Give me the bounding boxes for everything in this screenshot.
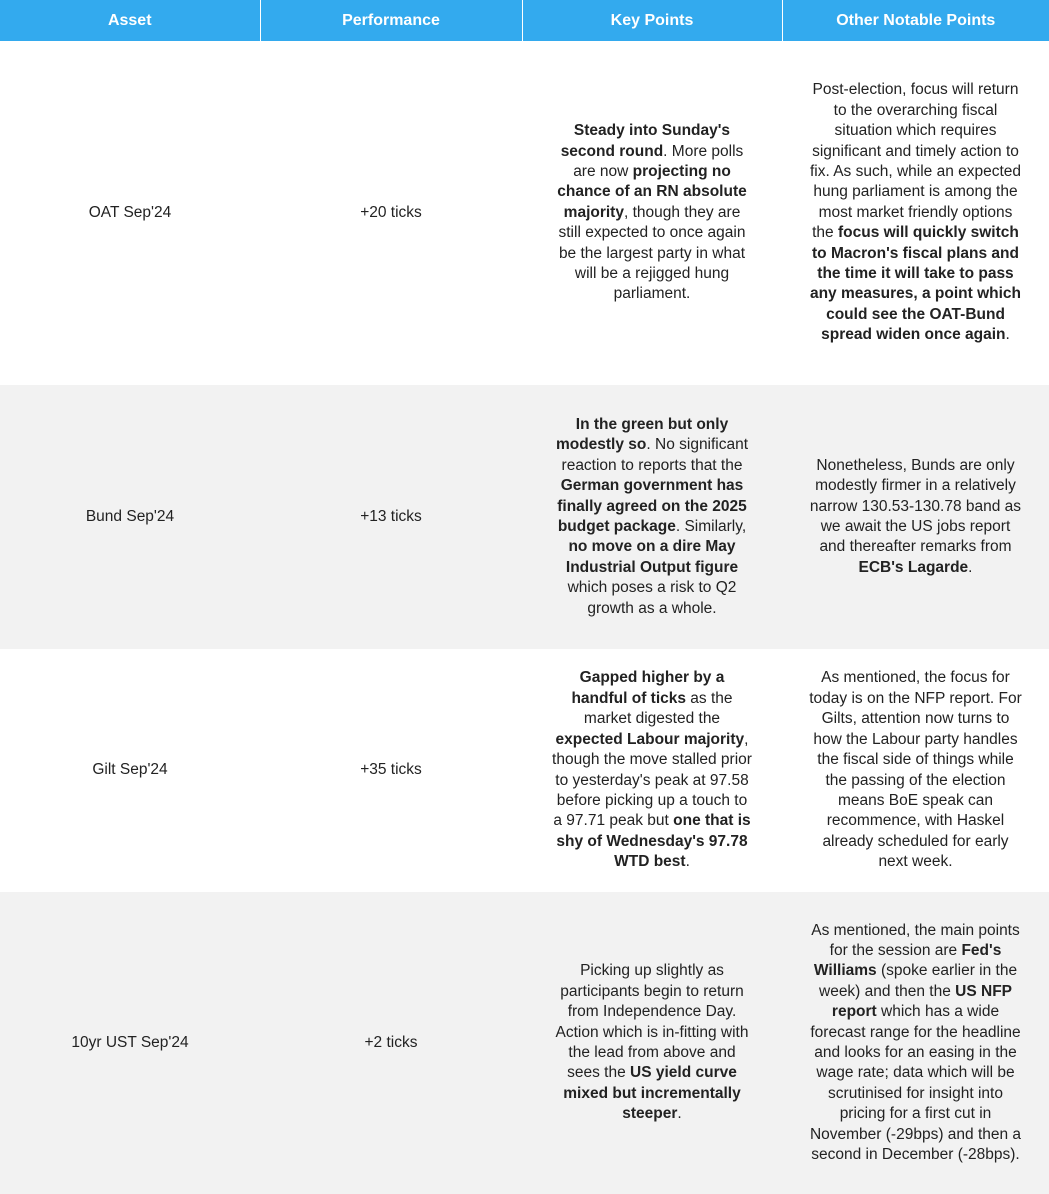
other-points-cell [782,892,1049,1194]
key-points-cell [522,892,782,1194]
table-row [0,41,1049,385]
text-run: . [968,558,973,576]
performance-cell: +20 ticks [360,203,422,221]
key-points-text [522,415,782,619]
text-run: . [1005,326,1010,344]
text-run: . Similarly, [675,518,747,535]
bold-text-run: US yield curve mixed but incrementally steeper [563,1064,741,1123]
other-points-cell [782,41,1049,385]
table-row [0,649,1049,892]
bold-text-run: expected Labour majority [555,730,745,748]
key-points-cell [522,41,782,385]
text-run: . [685,853,690,871]
header-key-points: Key Points [522,0,782,41]
asset-cell: Bund Sep'24 [0,385,260,649]
text-run: As mentioned, the main points for the session are [811,921,1020,959]
key-points-cell [522,385,782,649]
asset-cell: OAT Sep'24 [88,203,172,221]
text-run: . No significant reaction to reports that the [561,436,749,474]
bold-text-run: German government has finally agreed on the 2025 budget package [557,477,747,535]
bold-text-run: Fed's Williams [813,941,1002,980]
header-other-points: Other Notable Points [782,0,1049,41]
text-run: (spoke earlier in the week) and then the [819,962,1018,1000]
text-run: , though they are still expected to once again be the largest party in what will be a rejigged hung parliament. [558,203,746,303]
bold-text-run: no move on a dire May Industrial Output figure [565,538,739,576]
performance-cell: +2 ticks [260,892,522,1194]
other-points-text [782,456,1049,578]
text-run: , though the move stalled prior to yesterday's peak at 97.58 before picking up a touch to a 97.71 peak but [552,730,752,830]
table-row [0,385,1049,649]
other-points-cell [782,385,1049,649]
text-run: Picking up slightly as participants begin to return from Independence Day. Action which is in-fitting with the lead from above and sees the [555,962,749,1082]
key-points-cell [522,649,782,892]
bold-text-run: In the green but only modestly so [555,415,729,454]
key-points-text [522,961,782,1124]
asset-cell: 10yr UST Sep'24 [0,892,260,1194]
text-run: . More polls are now [573,142,744,180]
bold-text-run: focus will quickly switch to Macron's fiscal plans and the time it will take to pass any measures, a point which could see the OAT-Bund spread widen once again [809,224,1022,344]
bold-text-run: Steady into Sunday's second round [560,122,731,160]
other-points-text [782,80,1049,345]
performance-cell: +13 ticks [260,385,522,649]
other-points-cell [782,649,1049,892]
header-row [0,0,1049,41]
key-points-text [522,121,782,305]
text-run: . [677,1105,682,1123]
other-points-text [782,921,1049,1166]
text-run: Nonetheless, Bunds are only modestly firmer in a relatively narrow 130.53-130.78 band as we await the US jobs report and thereafter remarks from [809,456,1022,556]
header-asset: Asset [0,0,260,41]
header-performance: Performance [260,0,522,41]
text-run: as the market digested the [583,689,733,728]
bold-text-run: ECB's Lagarde [858,558,969,576]
text-run: which poses a risk to Q2 growth as a whole. [567,579,737,617]
bold-text-run: one that is shy of Wednesday's 97.78 WTD best [556,812,751,871]
asset-cell: Gilt Sep'24 [92,761,168,779]
text-run: As mentioned, the focus for today is on the NFP report. For Gilts, attention now turns to how the Labour party handles the fiscal side of things while the passing of the election means BoE speak can recommence, with Haskel already scheduled for early next week. [809,669,1022,871]
text-run: which has a wide forecast range for the headline and looks for an easing in the wage rate; data which will be scrutinised for insight into pricing for a first cut in November (-29bps) and then a second in December (-28bps). [809,1003,1022,1164]
bold-text-run: Gapped higher by a handful of ticks [571,669,725,707]
performance-cell: +35 ticks [360,761,422,779]
key-points-text [522,668,782,872]
text-run: Post-election, focus will return to the overarching fiscal situation which requires significant and timely action to fix. As such, while an expected hung parliament is among the most market friendly options the [809,81,1022,242]
bold-text-run: US NFP report [831,982,1012,1021]
bold-text-run: projecting no chance of an RN absolute majority [557,162,747,221]
other-points-text [782,668,1049,872]
table-row [0,892,1049,1194]
